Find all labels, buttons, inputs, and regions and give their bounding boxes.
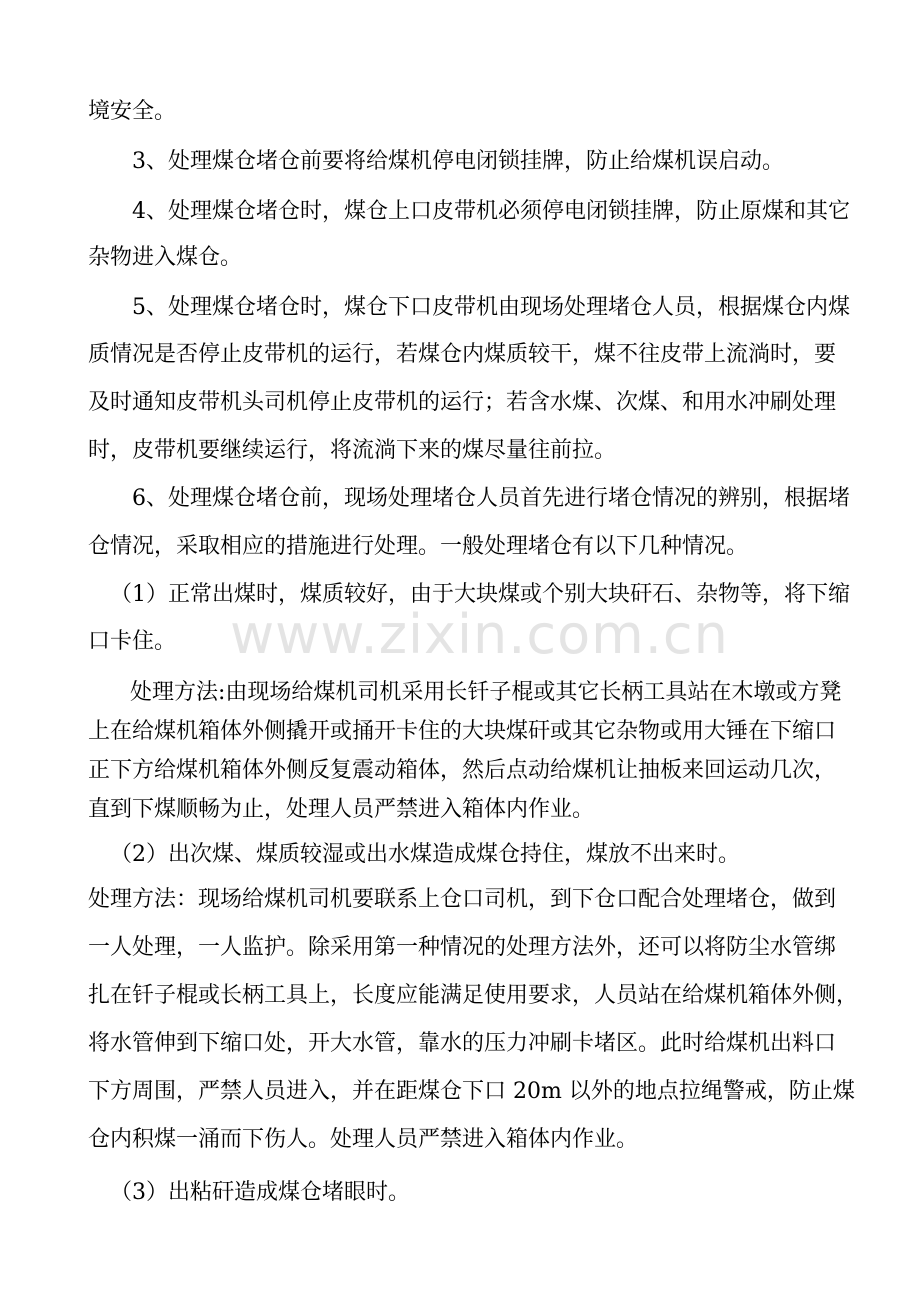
paragraph-line: 处理方法:由现场给煤机司机采用长钎子棍或其它长柄工具站在木墩或方凳 — [130, 680, 842, 705]
paragraph-line: 一人处理，一人监护。除采用第一种情况的处理方法外，还可以将防尘水管绑 — [88, 935, 837, 960]
paragraph-line: 将水管伸到下缩口处，开大水管，靠水的压力冲刷卡堵区。此时给煤机出料口 — [88, 1031, 837, 1056]
paragraph-line: 4、处理煤仓堵仓时，煤仓上口皮带机必须停电闭锁挂牌，防止原煤和其它 — [132, 199, 850, 224]
paragraph-line: 仓情况，采取相应的措施进行处理。一般处理堵仓有以下几种情况。 — [88, 534, 749, 559]
paragraph-line: （3）出粘矸造成煤仓堵眼时。 — [110, 1180, 410, 1205]
paragraph-line: 扎在钎子棍或长柄工具上，长度应能满足使用要求，人员站在给煤机箱体外侧， — [88, 983, 859, 1008]
paragraph-line: 下方周围，严禁人员进入，并在距煤仓下口 20m 以外的地点拉绳警戒，防止煤 — [88, 1079, 855, 1104]
paragraph-line: （2）出次煤、煤质较湿或出水煤造成煤仓持住，煤放不出来时。 — [110, 842, 740, 867]
paragraph-line: 境安全。 — [88, 99, 177, 124]
watermark: www.zixin.com.cn — [230, 603, 729, 666]
paragraph-line: 上在给煤机箱体外侧撬开或捅开卡住的大块煤矸或其它杂物或用大锤在下缩口 — [88, 719, 837, 744]
paragraph-line: 正下方给煤机箱体外侧反复震动箱体，然后点动给煤机让抽板来回运动几次， — [88, 758, 837, 783]
paragraph-line: 及时通知皮带机头司机停止皮带机的运行；若含水煤、次煤、和用水冲刷处理 — [88, 390, 837, 415]
paragraph-line: 杂物进入煤仓。 — [88, 245, 243, 270]
paragraph-line: 直到下煤顺畅为止，处理人员严禁进入箱体内作业。 — [88, 797, 595, 822]
paragraph-line: 口卡住。 — [88, 629, 177, 654]
paragraph-line: 处理方法：现场给煤机司机要联系上仓口司机，到下仓口配合处理堵仓，做到 — [88, 887, 837, 912]
paragraph-line: 时，皮带机要继续运行，将流淌下来的煤尽量往前拉。 — [88, 438, 617, 463]
paragraph-line: 5、处理煤仓堵仓时，煤仓下口皮带机由现场处理堵仓人员，根据煤仓内煤 — [132, 295, 850, 320]
paragraph-line: 仓内积煤一涌而下伤人。处理人员严禁进入箱体内作业。 — [88, 1127, 639, 1152]
paragraph-line: 质情况是否停止皮带机的运行，若煤仓内煤质较干，煤不往皮带上流淌时，要 — [88, 342, 837, 367]
paragraph-line: 3、处理煤仓堵仓前要将给煤机停电闭锁挂牌，防止给煤机误启动。 — [132, 149, 784, 174]
paragraph-line: （1）正常出煤时，煤质较好，由于大块煤或个别大块矸石、杂物等，将下缩 — [110, 582, 850, 607]
paragraph-line: 6、处理煤仓堵仓前，现场处理堵仓人员首先进行堵仓情况的辨别，根据堵 — [132, 486, 850, 511]
